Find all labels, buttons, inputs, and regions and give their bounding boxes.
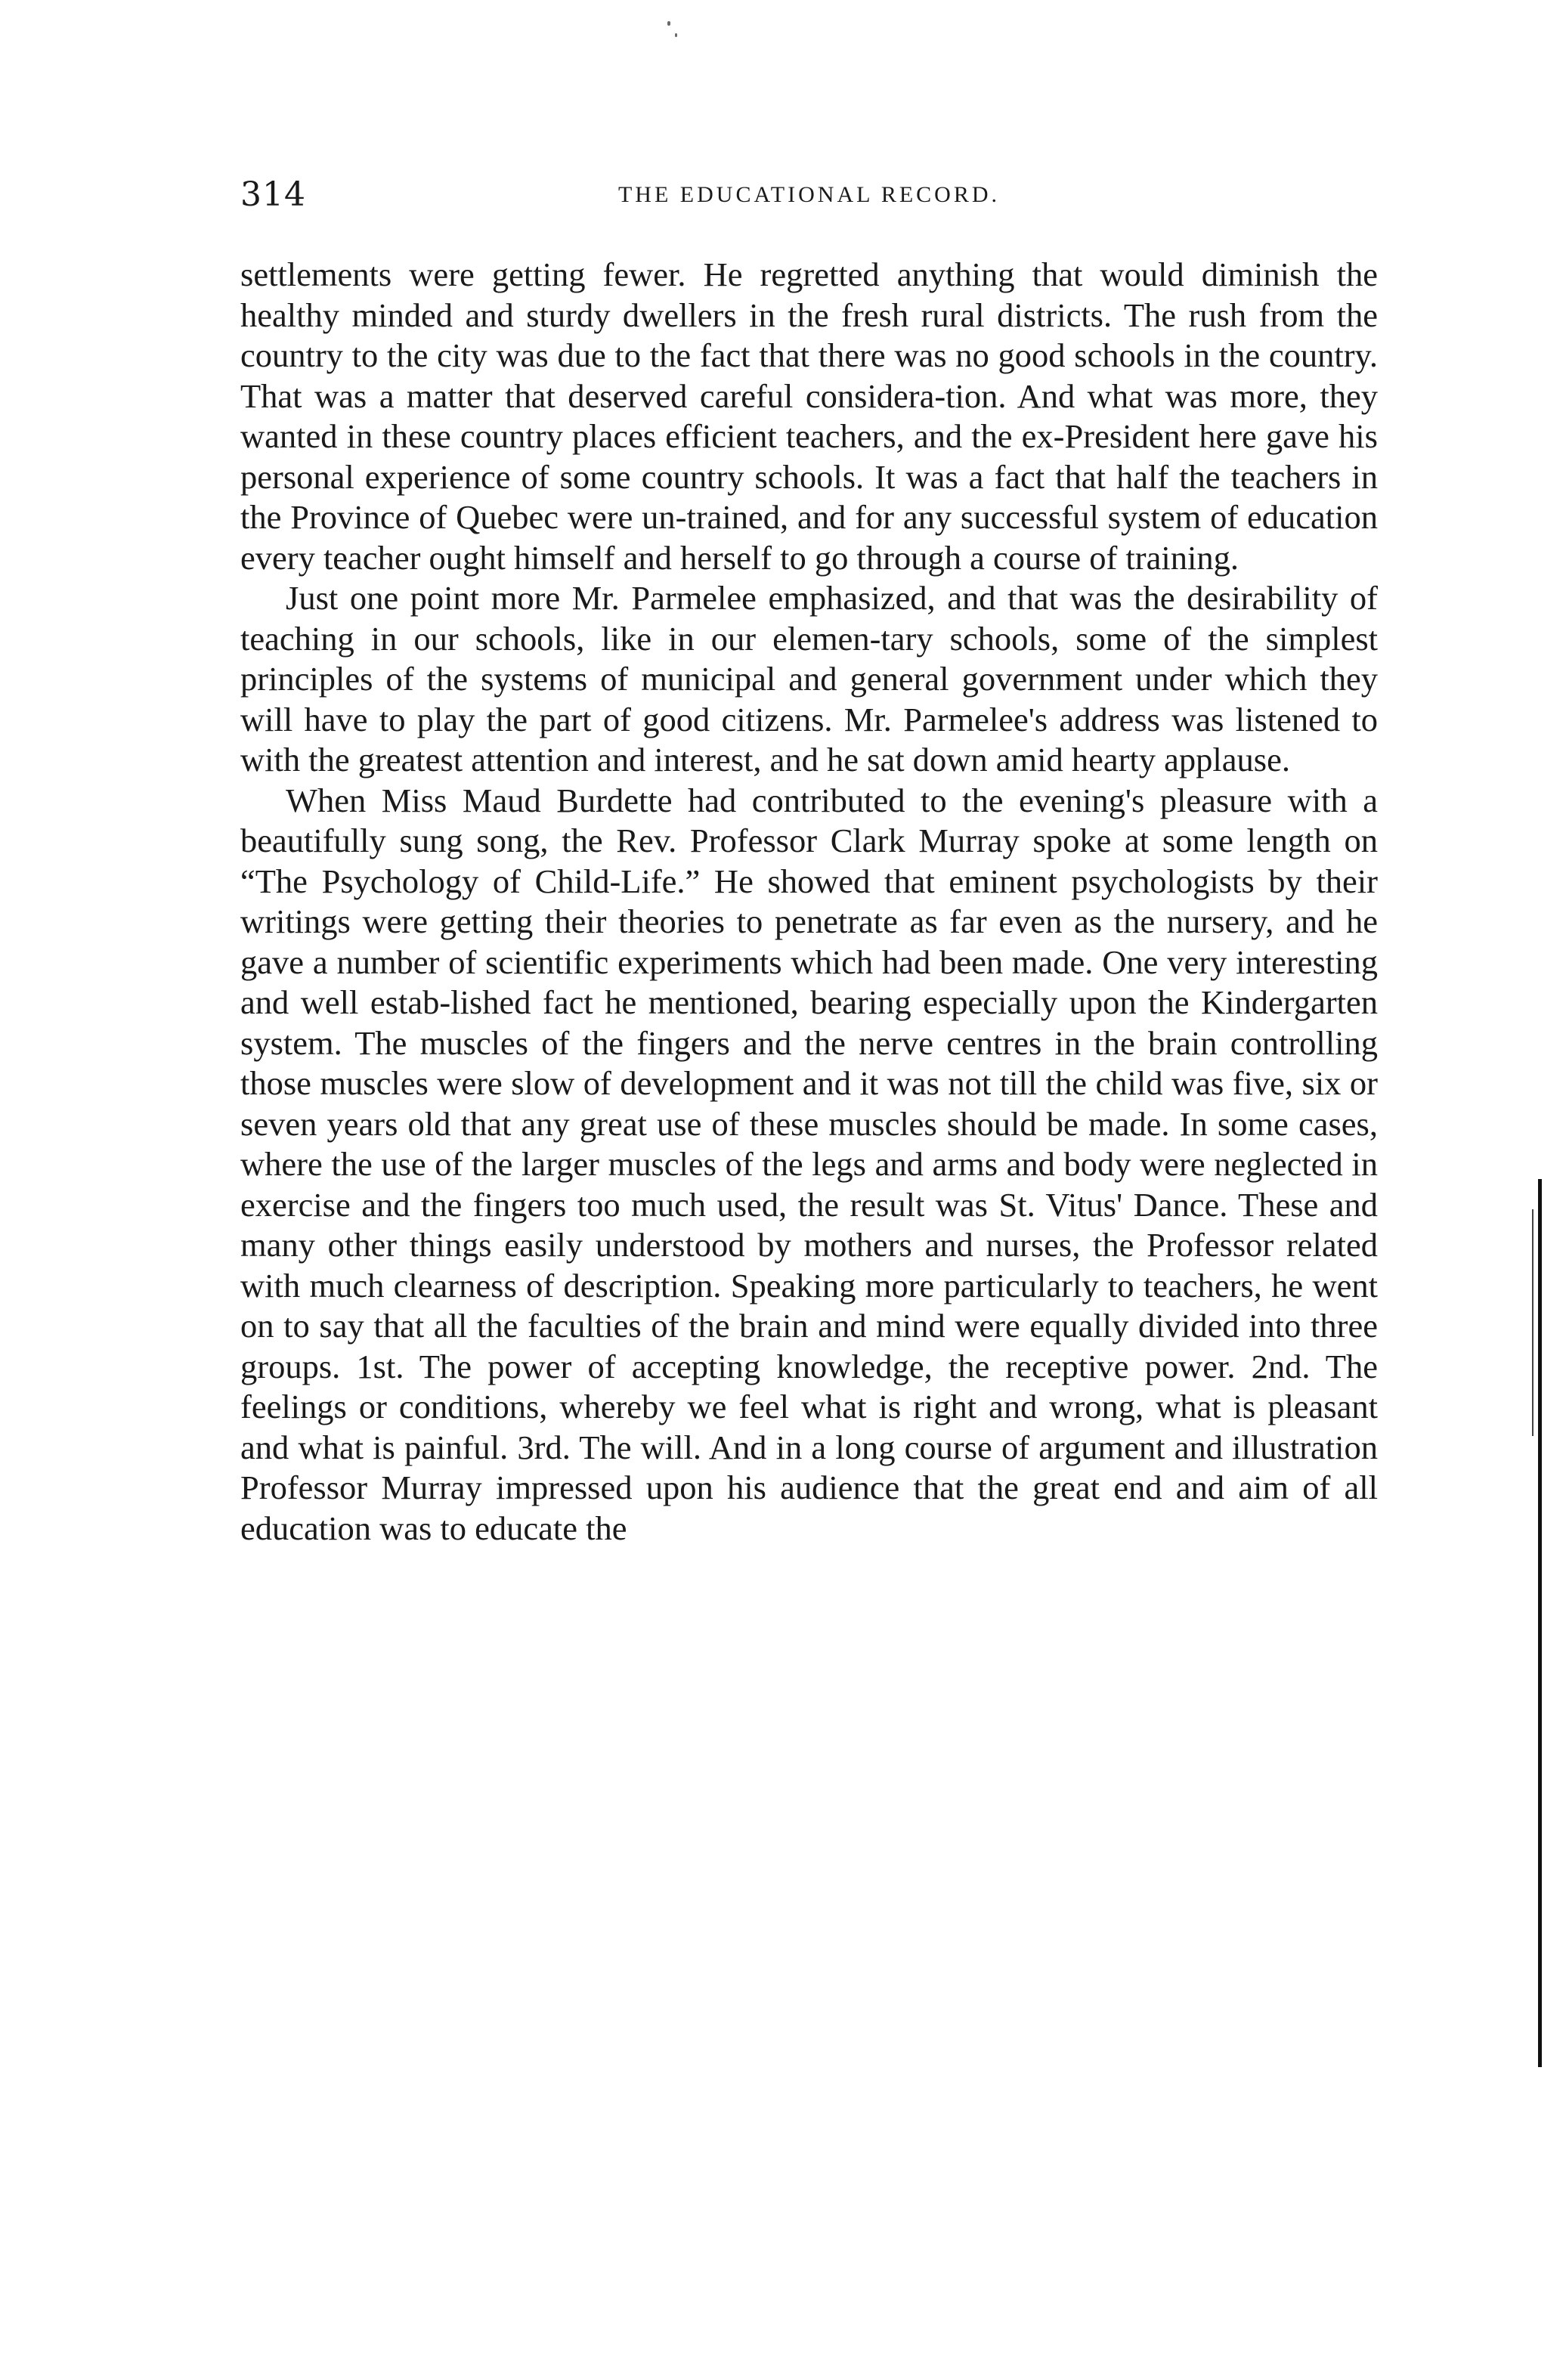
ink-speck	[675, 33, 677, 37]
scan-edge-mark	[1532, 1209, 1534, 1436]
running-title: THE EDUCATIONAL RECORD.	[617, 182, 1001, 207]
page-number: 314	[240, 175, 306, 214]
paragraph: When Miss Maud Burdette had contributed to the evening's pleasure with a beautifully sung song, the Rev. Professor Clark Murray spoke at some length on “The Psychology of Child-Life.” He showed that eminent psychologists by their writings were getting their theories to penetrate as far even as the nursery, and he gave a number of scientific experiments which had been made. One very interesting and well estab-lished fact he mentioned, bearing especially upon the Kindergarten system. The muscles of the fingers and the nerve centres in the brain controlling those muscles were slow of development and it was not till the child was five, six or seven years old that any great use of these muscles should be made. In some cases, where the use of the larger muscles of the legs and arms and body were neglected in exercise and the fingers too much used, the result was St. Vitus' Dance. These and many other things easily understood by mothers and nurses, the Professor related with much clearness of description. Speaking more particularly to teachers, he went on to say that all the faculties of the brain and mind were equally divided into three groups. 1st. The power of accepting knowledge, the receptive power. 2nd. The feelings or conditions, whereby we feel what is right and wrong, what is pleasant and what is painful. 3rd. The will. And in a long course of argument and illustration Professor Murray impressed upon his audience that the great end and aim of all education was to educate the	[240, 781, 1378, 1547]
running-header	[240, 172, 1378, 218]
scan-edge-mark	[1538, 1179, 1542, 2067]
paragraph: settlements were getting fewer. He regretted anything that would diminish the healthy minded and sturdy dwellers in the fresh rural districts. The rush from the country to the city was due to the fact that there was no good schools in the country. That was a matter that deserved careful considera-tion. And what was more, they wanted in these country places efficient teachers, and the ex-President here gave his personal experience of some country schools. It was a fact that half the teachers in the Province of Quebec were un-trained, and for any successful system of education every teacher ought himself and herself to go through a course of training.	[240, 255, 1378, 577]
body-text	[240, 255, 1378, 1549]
ink-speck	[667, 21, 670, 26]
paragraph: Just one point more Mr. Parmelee emphasized, and that was the desirability of teaching in our schools, like in our elemen-tary schools, some of the simplest principles of the systems of municipal and general government under which they will have to play the part of good citizens. Mr. Parmelee's address was listened to with the greatest attention and interest, and he sat down amid hearty applause.	[240, 579, 1378, 778]
